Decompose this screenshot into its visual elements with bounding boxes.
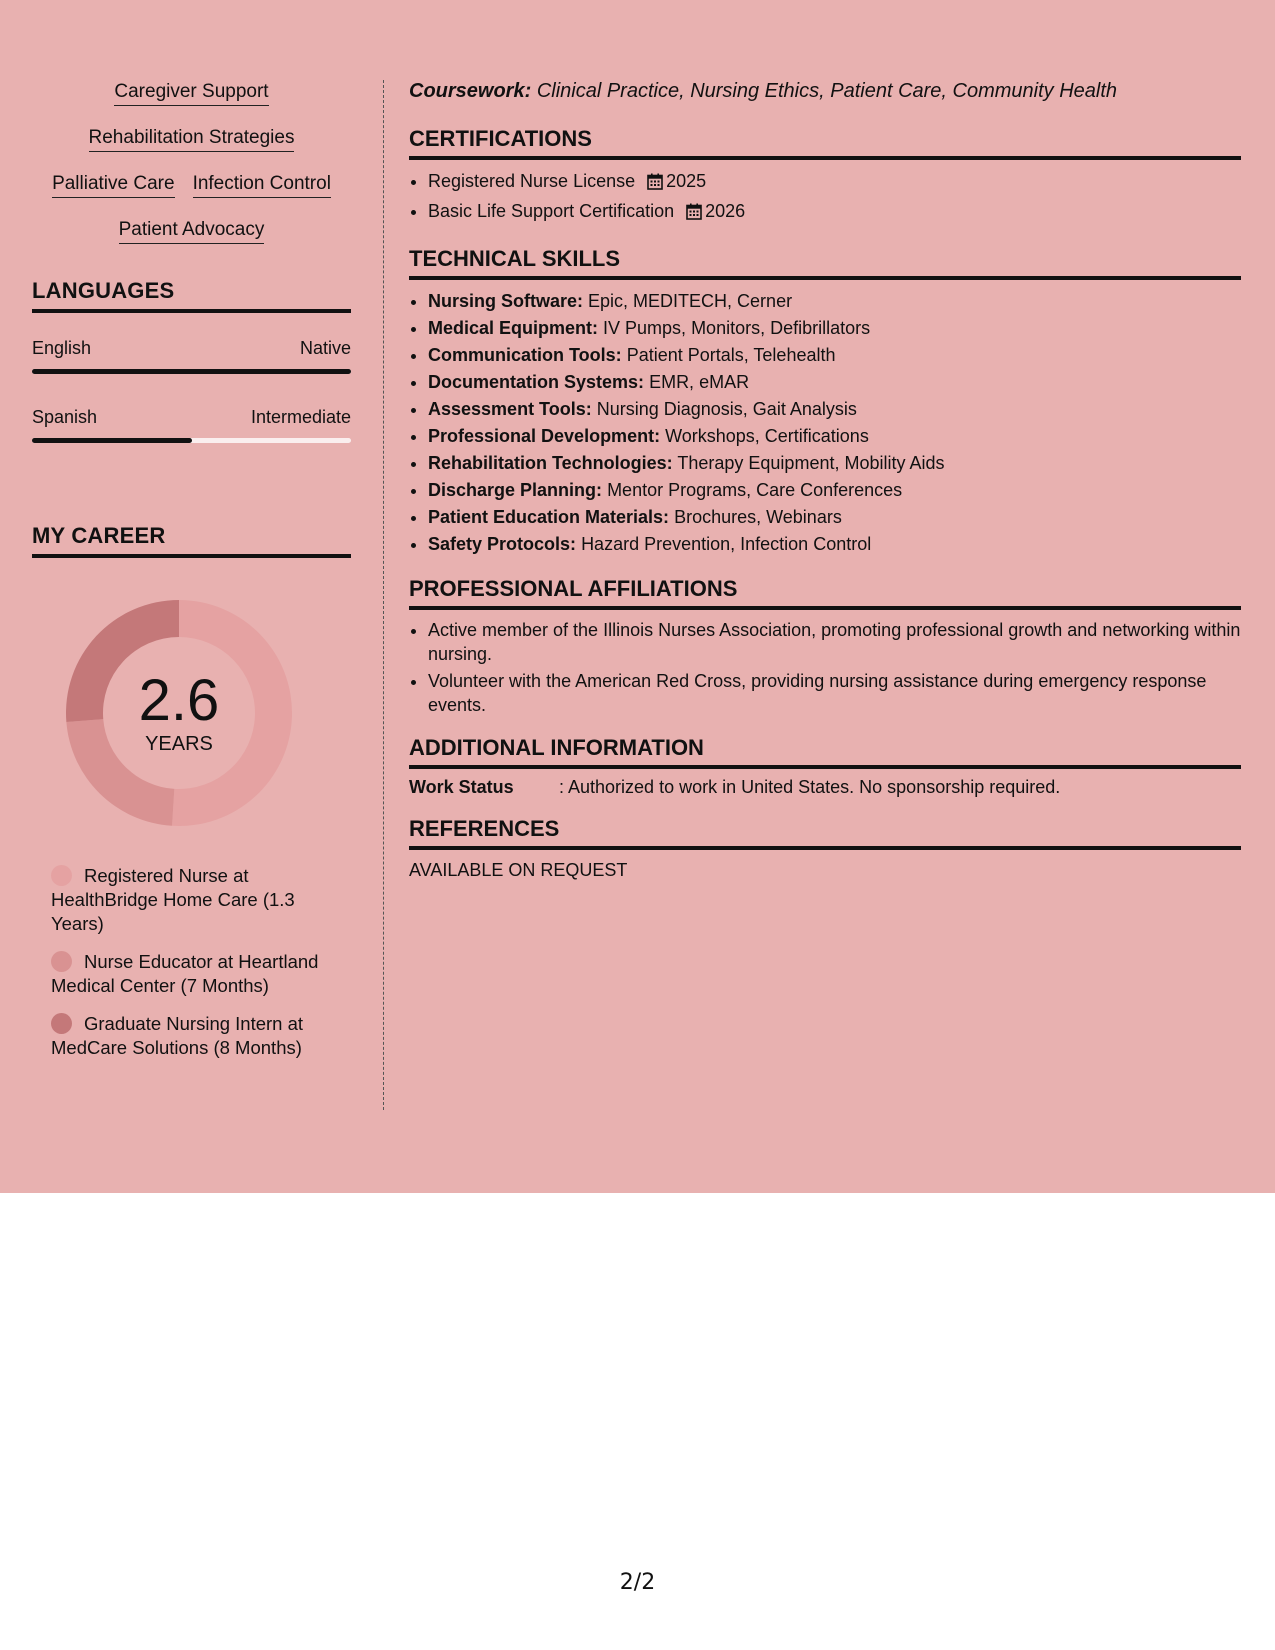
- technical-skill-value: Patient Portals, Telehealth: [626, 345, 836, 365]
- certifications-section: [409, 126, 1241, 228]
- technical-skill-value: Brochures, Webinars: [674, 507, 842, 527]
- coursework-label: Coursework:: [409, 80, 532, 102]
- coursework-line: [409, 78, 1241, 104]
- skill-tag: Rehabilitation Strategies: [89, 126, 295, 152]
- technical-skill-label: Discharge Planning:: [428, 480, 603, 500]
- certification-year: 2026: [705, 201, 746, 221]
- skill-tag: Caregiver Support: [114, 80, 268, 106]
- technical-skill-item: [428, 477, 1241, 504]
- technical-skill-item: [428, 504, 1241, 531]
- career-legend-label: Graduate Nursing Intern at MedCare Solutions (8 Months): [51, 1013, 304, 1058]
- career-section: [32, 523, 351, 1060]
- language-item: [32, 406, 351, 443]
- column-divider: [383, 80, 384, 1110]
- technical-skill-value: Therapy Equipment, Mobility Aids: [677, 453, 945, 473]
- technical-skill-value: Workshops, Certifications: [665, 426, 869, 446]
- technical-skill-item: [428, 369, 1241, 396]
- legend-dot: [51, 951, 72, 972]
- affiliations-heading: PROFESSIONAL AFFILIATIONS: [409, 576, 1241, 610]
- skill-tag: Infection Control: [193, 172, 331, 198]
- languages-heading: LANGUAGES: [32, 278, 351, 313]
- language-name: English: [32, 338, 92, 358]
- calendar-icon: [647, 171, 663, 198]
- technical-skill-label: Patient Education Materials:: [428, 507, 670, 527]
- technical-skill-label: Nursing Software:: [428, 291, 584, 311]
- career-legend: [32, 864, 341, 1060]
- technical-skill-value: Mentor Programs, Care Conferences: [607, 480, 903, 500]
- language-name: Spanish: [32, 407, 98, 427]
- legend-dot: [51, 1013, 72, 1034]
- technical-skill-value: EMR, eMAR: [649, 372, 750, 392]
- career-legend-item: [51, 1012, 341, 1060]
- language-bar: [32, 369, 351, 374]
- skill-tag: Patient Advocacy: [119, 218, 265, 244]
- language-level: Native: [299, 338, 351, 358]
- career-legend-item: [51, 864, 341, 936]
- additional-info-section: [409, 735, 1241, 798]
- technical-skills-heading: TECHNICAL SKILLS: [409, 246, 1241, 280]
- technical-skill-label: Assessment Tools:: [428, 399, 592, 419]
- technical-skill-item: [428, 315, 1241, 342]
- certification-year: 2025: [666, 171, 707, 191]
- certification-item: [428, 168, 1241, 198]
- technical-skills-section: [409, 246, 1241, 558]
- technical-skill-value: Epic, MEDITECH, Cerner: [588, 291, 793, 311]
- technical-skill-value: Nursing Diagnosis, Gait Analysis: [596, 399, 857, 419]
- certification-name: Registered Nurse License: [428, 171, 636, 191]
- references-heading: REFERENCES: [409, 816, 1241, 850]
- right-column: [409, 78, 1241, 899]
- career-total-unit: YEARS: [145, 733, 213, 755]
- language-bar: [32, 438, 351, 443]
- career-legend-label: Registered Nurse at HealthBridge Home Care (1.3 Years): [51, 865, 295, 934]
- technical-skill-label: Documentation Systems:: [428, 372, 645, 392]
- technical-skill-value: IV Pumps, Monitors, Defibrillators: [603, 318, 871, 338]
- language-bar-fill: [32, 369, 351, 374]
- language-level: Intermediate: [250, 407, 351, 427]
- career-total-years: 2.6: [138, 668, 220, 733]
- skill-tag: Palliative Care: [52, 172, 175, 198]
- affiliation-item: • Active member of the Illinois Nurses Association, promoting professional growth and networking within nursing.: [428, 618, 1241, 666]
- work-status-label: Work Status: [409, 777, 514, 797]
- references-section: [409, 816, 1241, 881]
- technical-skill-item: [428, 450, 1241, 477]
- certification-name: Basic Life Support Certification: [428, 201, 675, 221]
- legend-dot: [51, 865, 72, 886]
- technical-skill-item: [428, 531, 1241, 558]
- technical-skill-value: Hazard Prevention, Infection Control: [581, 534, 872, 554]
- language-bar-fill: [32, 438, 192, 443]
- career-donut-chart: [64, 598, 294, 828]
- technical-skill-item: [428, 423, 1241, 450]
- technical-skill-label: Professional Development:: [428, 426, 661, 446]
- technical-skill-item: [428, 342, 1241, 369]
- work-status-value: : Authorized to work in United States. No sponsorship required.: [559, 777, 1061, 797]
- language-item: [32, 337, 351, 374]
- languages-section: [32, 278, 351, 443]
- coursework-text: Clinical Practice, Nursing Ethics, Patient Care, Community Health: [536, 80, 1118, 102]
- career-heading: MY CAREER: [32, 523, 351, 558]
- career-legend-item: [51, 950, 341, 998]
- left-column: [32, 80, 351, 1074]
- affiliations-section: [409, 576, 1241, 717]
- page-number: 2/2: [619, 1570, 656, 1595]
- career-legend-label: Nurse Educator at Heartland Medical Center (7 Months): [51, 951, 319, 996]
- calendar-icon: [686, 201, 702, 228]
- technical-skill-label: Rehabilitation Technologies:: [428, 453, 673, 473]
- certifications-heading: CERTIFICATIONS: [409, 126, 1241, 160]
- affiliation-item: • Volunteer with the American Red Cross, providing nursing assistance during emergency response events.: [428, 669, 1241, 717]
- certification-item: [428, 198, 1241, 228]
- technical-skill-item: [428, 288, 1241, 315]
- additional-info-heading: ADDITIONAL INFORMATION: [409, 735, 1241, 769]
- technical-skill-item: [428, 396, 1241, 423]
- technical-skill-label: Safety Protocols:: [428, 534, 577, 554]
- references-text: AVAILABLE ON REQUEST: [409, 860, 628, 880]
- technical-skill-label: Medical Equipment:: [428, 318, 599, 338]
- technical-skill-label: Communication Tools:: [428, 345, 622, 365]
- skill-tags: [32, 80, 351, 244]
